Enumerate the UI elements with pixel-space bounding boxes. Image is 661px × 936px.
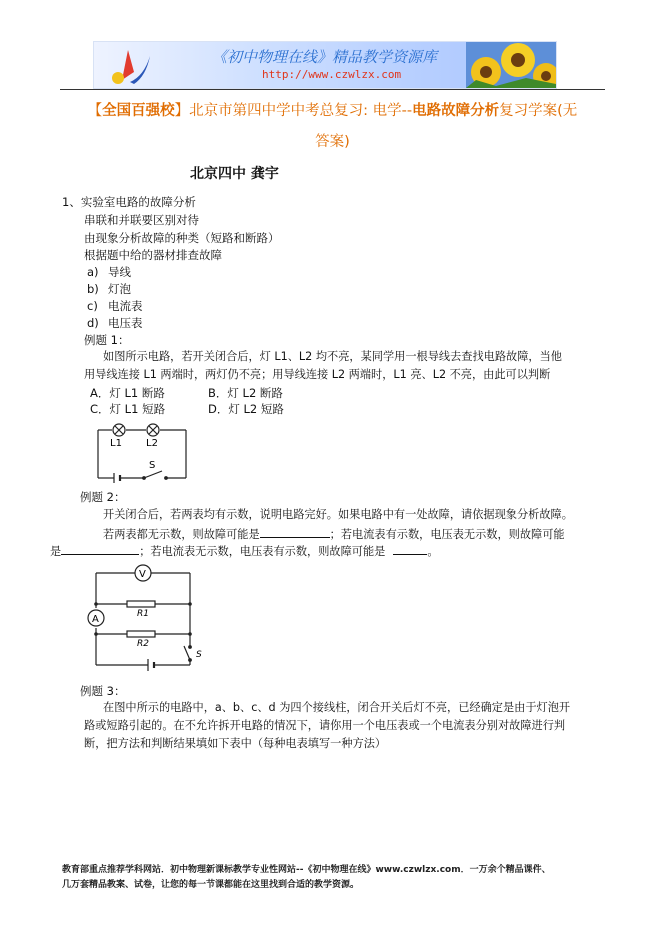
list-item: 电流表 <box>108 299 143 313</box>
footer-line: 教育部重点推荐学科网站．初中物理新课标教学专业性网站--《初中物理在线》www.czwlzx.com．一万余个精品课件、 <box>62 865 551 875</box>
list-item: 灯泡 <box>108 282 131 296</box>
section-heading: 1、实验室电路的故障分析 <box>62 195 196 209</box>
example1-text: 如图所示电路，若开关闭合后，灯 L1、L2 均不亮，某同学用一根导线去查找电路故障，当他 <box>103 350 562 363</box>
ammeter-label: A <box>92 614 99 625</box>
list-item-marker: d) <box>87 316 99 330</box>
banner-url[interactable]: http://www.czwlzx.com <box>262 68 402 81</box>
example3-label: 例题 3： <box>80 684 126 698</box>
example2-text-part: 是 <box>50 545 62 558</box>
option-b: B．灯 L2 断路 <box>208 386 283 400</box>
switch-label: S <box>196 650 202 660</box>
title-tag: 全国百强校 <box>102 103 175 119</box>
title-topic: 电路故障分析 <box>412 103 500 119</box>
switch-label: S <box>149 460 156 471</box>
sunflower-image-icon <box>466 42 556 88</box>
title-bracket-close: 】 <box>174 103 190 119</box>
answer-blank-3[interactable] <box>393 543 427 555</box>
list-item-marker: b) <box>87 282 99 296</box>
lamp-l2-label: L2 <box>146 438 158 449</box>
list-item-marker: a) <box>87 265 99 279</box>
voltmeter-label: V <box>139 569 146 580</box>
header-divider <box>60 89 605 90</box>
example1-text: 用导线连接 L1 两端时，两灯仍不亮；用导线连接 L2 两端时，L1 亮、L2 不亮，由此可以判断 <box>84 368 551 381</box>
title-bracket-open: 【 <box>87 103 103 119</box>
example1-label: 例题 1： <box>84 333 130 347</box>
example3-text: 在图中所示的电路中，a、b、c、d 为四个接线柱，闭合开关后灯不亮，已经确定是由于灯泡开 <box>103 701 571 714</box>
example2-text <box>50 543 439 559</box>
section-line: 由现象分析故障的种类（短路和断路） <box>84 231 280 245</box>
resistor-r1-icon <box>127 601 155 607</box>
list-item-marker: c) <box>87 299 98 313</box>
site-banner <box>93 41 557 89</box>
example2-text <box>103 526 565 542</box>
circuit-diagram-2 <box>84 564 214 674</box>
page-footer <box>62 863 622 893</box>
option-c: C．灯 L1 短路 <box>90 402 166 416</box>
document-title-line1 <box>60 96 605 127</box>
title-suffix: 复习学案(无 <box>499 103 578 119</box>
switch-icon <box>144 471 162 478</box>
document-title <box>60 96 605 158</box>
site-logo-icon <box>104 42 164 88</box>
resistor-r1-label: R1 <box>137 609 149 619</box>
answer-blank-2[interactable] <box>61 543 139 555</box>
example2-text: 开关闭合后，若两表均有示数，说明电路完好。如果电路中有一处故障，请依据现象分析故障。 <box>103 508 573 521</box>
section-line: 根据题中给的器材排查故障 <box>84 248 222 262</box>
list-item: 电压表 <box>108 316 143 330</box>
option-d: D．灯 L2 短路 <box>208 402 284 416</box>
answer-blank-1[interactable] <box>260 526 330 538</box>
title-school: 北京市第四中学中考总复习: 电学-- <box>189 103 413 119</box>
example2-label: 例题 2： <box>80 490 126 504</box>
list-item: 导线 <box>108 265 131 279</box>
section-line: 串联和并联要区别对待 <box>84 213 199 227</box>
example2-text-part: ；若电流表有示数，电压表无示数，则故障可能 <box>329 528 565 541</box>
example3-text: 路或短路引起的。在不允许拆开电路的情况下，请你用一个电压表或一个电流表分别对故障进行判 <box>84 719 566 732</box>
example2-text-part: 。 <box>427 545 439 558</box>
document-title-line2: 答案) <box>315 134 350 150</box>
lamp-l1-label: L1 <box>110 438 122 449</box>
example2-text-part: ；若电流表无示数，电压表有示数，则故障可能是 <box>139 545 386 558</box>
circuit-diagram-1 <box>96 424 196 482</box>
resistor-r2-icon <box>127 631 155 637</box>
resistor-r2-label: R2 <box>137 639 149 649</box>
option-a: A．灯 L1 断路 <box>90 386 165 400</box>
banner-title: 《初中物理在线》精品教学资源库 <box>212 48 438 66</box>
footer-line: 几万套精品教案、试卷，让您的每一节课都能在这里找到合适的教学资源。 <box>62 880 360 890</box>
example3-text: 断，把方法和判断结果填如下表中（每种电表填写一种方法） <box>84 737 387 750</box>
example2-text-part: 若两表都无示数，则故障可能是 <box>103 528 260 541</box>
author-line: 北京四中 龚宇 <box>190 166 279 182</box>
